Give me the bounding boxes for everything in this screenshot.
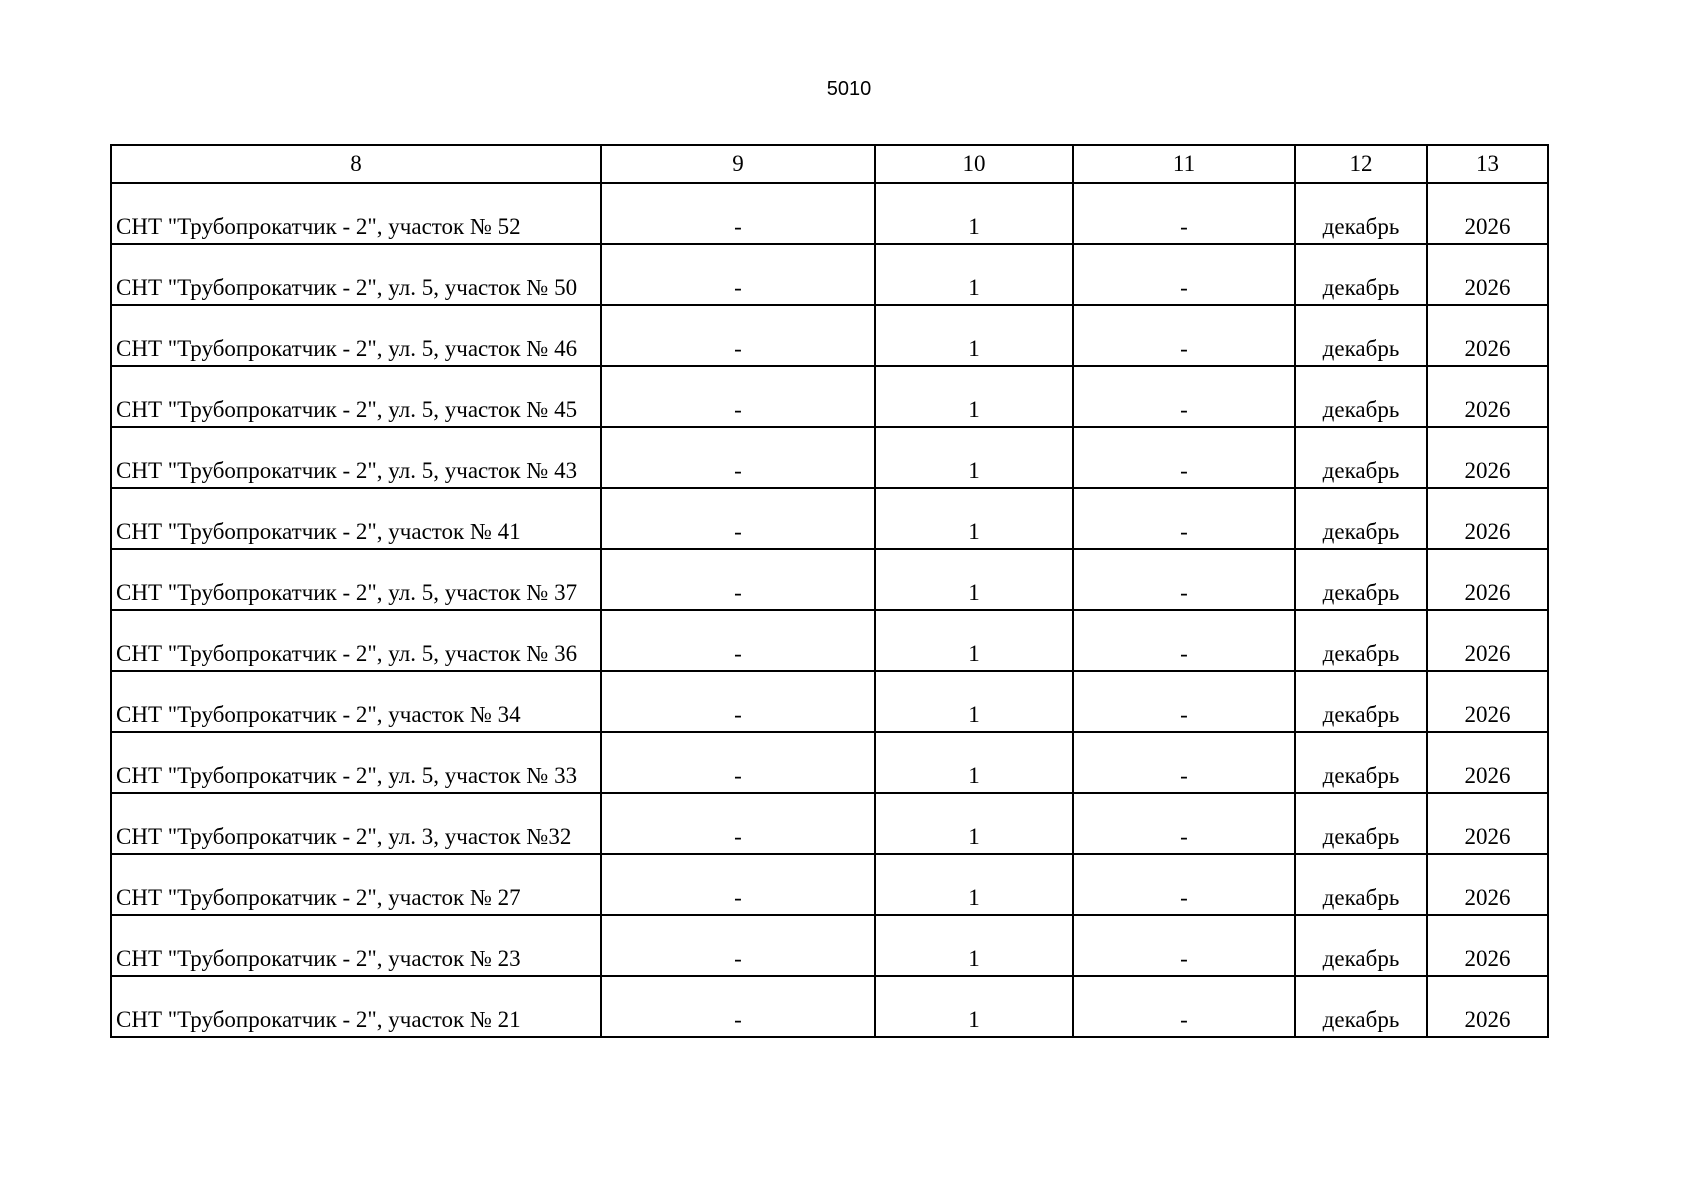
month-cell: декабрь <box>1295 854 1427 915</box>
quantity-cell: 1 <box>875 976 1073 1037</box>
table-row <box>111 488 1548 549</box>
col9-cell: - <box>601 427 875 488</box>
month-cell: декабрь <box>1295 366 1427 427</box>
col11-cell: - <box>1073 427 1295 488</box>
table-row <box>111 305 1548 366</box>
col11-cell: - <box>1073 793 1295 854</box>
table-body <box>111 183 1548 1037</box>
quantity-cell: 1 <box>875 427 1073 488</box>
month-cell: декабрь <box>1295 549 1427 610</box>
table-row <box>111 976 1548 1037</box>
col11-cell: - <box>1073 671 1295 732</box>
month-cell: декабрь <box>1295 732 1427 793</box>
month-cell: декабрь <box>1295 976 1427 1037</box>
col9-cell: - <box>601 732 875 793</box>
quantity-cell: 1 <box>875 915 1073 976</box>
col11-cell: - <box>1073 549 1295 610</box>
address-cell: СНТ "Трубопрокатчик - 2", ул. 5, участок № 36 <box>111 610 601 671</box>
col9-cell: - <box>601 549 875 610</box>
address-cell: СНТ "Трубопрокатчик - 2", ул. 5, участок № 50 <box>111 244 601 305</box>
quantity-cell: 1 <box>875 183 1073 244</box>
column-header: 11 <box>1073 145 1295 183</box>
year-cell: 2026 <box>1427 427 1548 488</box>
column-header: 8 <box>111 145 601 183</box>
quantity-cell: 1 <box>875 549 1073 610</box>
year-cell: 2026 <box>1427 488 1548 549</box>
address-cell: СНТ "Трубопрокатчик - 2", ул. 5, участок № 45 <box>111 366 601 427</box>
year-cell: 2026 <box>1427 305 1548 366</box>
quantity-cell: 1 <box>875 732 1073 793</box>
page-number: 5010 <box>826 78 872 100</box>
address-cell: СНТ "Трубопрокатчик - 2", участок № 21 <box>111 976 601 1037</box>
col9-cell: - <box>601 488 875 549</box>
col9-cell: - <box>601 793 875 854</box>
month-cell: декабрь <box>1295 671 1427 732</box>
address-cell: СНТ "Трубопрокатчик - 2", участок № 34 <box>111 671 601 732</box>
col9-cell: - <box>601 244 875 305</box>
quantity-cell: 1 <box>875 793 1073 854</box>
column-header: 13 <box>1427 145 1548 183</box>
address-cell: СНТ "Трубопрокатчик - 2", участок № 52 <box>111 183 601 244</box>
address-cell: СНТ "Трубопрокатчик - 2", участок № 41 <box>111 488 601 549</box>
col11-cell: - <box>1073 244 1295 305</box>
year-cell: 2026 <box>1427 671 1548 732</box>
month-cell: декабрь <box>1295 488 1427 549</box>
month-cell: декабрь <box>1295 305 1427 366</box>
table-row <box>111 183 1548 244</box>
month-cell: декабрь <box>1295 183 1427 244</box>
header-row <box>111 145 1548 183</box>
year-cell: 2026 <box>1427 854 1548 915</box>
col11-cell: - <box>1073 183 1295 244</box>
table-row <box>111 427 1548 488</box>
address-cell: СНТ "Трубопрокатчик - 2", участок № 23 <box>111 915 601 976</box>
address-cell: СНТ "Трубопрокатчик - 2", ул. 5, участок № 33 <box>111 732 601 793</box>
col11-cell: - <box>1073 366 1295 427</box>
col9-cell: - <box>601 305 875 366</box>
year-cell: 2026 <box>1427 976 1548 1037</box>
quantity-cell: 1 <box>875 366 1073 427</box>
year-cell: 2026 <box>1427 732 1548 793</box>
col11-cell: - <box>1073 305 1295 366</box>
column-header: 9 <box>601 145 875 183</box>
col11-cell: - <box>1073 610 1295 671</box>
month-cell: декабрь <box>1295 427 1427 488</box>
address-cell: СНТ "Трубопрокатчик - 2", ул. 5, участок № 37 <box>111 549 601 610</box>
col9-cell: - <box>601 183 875 244</box>
quantity-cell: 1 <box>875 671 1073 732</box>
col11-cell: - <box>1073 976 1295 1037</box>
year-cell: 2026 <box>1427 793 1548 854</box>
year-cell: 2026 <box>1427 366 1548 427</box>
table-row <box>111 793 1548 854</box>
address-cell: СНТ "Трубопрокатчик - 2", участок № 27 <box>111 854 601 915</box>
year-cell: 2026 <box>1427 610 1548 671</box>
month-cell: декабрь <box>1295 915 1427 976</box>
quantity-cell: 1 <box>875 854 1073 915</box>
table-row <box>111 732 1548 793</box>
column-header: 12 <box>1295 145 1427 183</box>
table-row <box>111 610 1548 671</box>
col9-cell: - <box>601 671 875 732</box>
col9-cell: - <box>601 976 875 1037</box>
year-cell: 2026 <box>1427 183 1548 244</box>
address-cell: СНТ "Трубопрокатчик - 2", ул. 5, участок № 46 <box>111 305 601 366</box>
table-row <box>111 854 1548 915</box>
table-row <box>111 366 1548 427</box>
table-row <box>111 549 1548 610</box>
table-row <box>111 671 1548 732</box>
quantity-cell: 1 <box>875 488 1073 549</box>
year-cell: 2026 <box>1427 549 1548 610</box>
col11-cell: - <box>1073 915 1295 976</box>
col11-cell: - <box>1073 732 1295 793</box>
month-cell: декабрь <box>1295 610 1427 671</box>
col9-cell: - <box>601 610 875 671</box>
year-cell: 2026 <box>1427 915 1548 976</box>
table-row <box>111 915 1548 976</box>
column-header: 10 <box>875 145 1073 183</box>
address-cell: СНТ "Трубопрокатчик - 2", ул. 3, участок №32 <box>111 793 601 854</box>
col9-cell: - <box>601 915 875 976</box>
table-row <box>111 244 1548 305</box>
col9-cell: - <box>601 366 875 427</box>
quantity-cell: 1 <box>875 244 1073 305</box>
schedule-table <box>110 144 1549 1038</box>
col9-cell: - <box>601 854 875 915</box>
col11-cell: - <box>1073 854 1295 915</box>
month-cell: декабрь <box>1295 793 1427 854</box>
quantity-cell: 1 <box>875 610 1073 671</box>
address-cell: СНТ "Трубопрокатчик - 2", ул. 5, участок № 43 <box>111 427 601 488</box>
col11-cell: - <box>1073 488 1295 549</box>
year-cell: 2026 <box>1427 244 1548 305</box>
month-cell: декабрь <box>1295 244 1427 305</box>
quantity-cell: 1 <box>875 305 1073 366</box>
